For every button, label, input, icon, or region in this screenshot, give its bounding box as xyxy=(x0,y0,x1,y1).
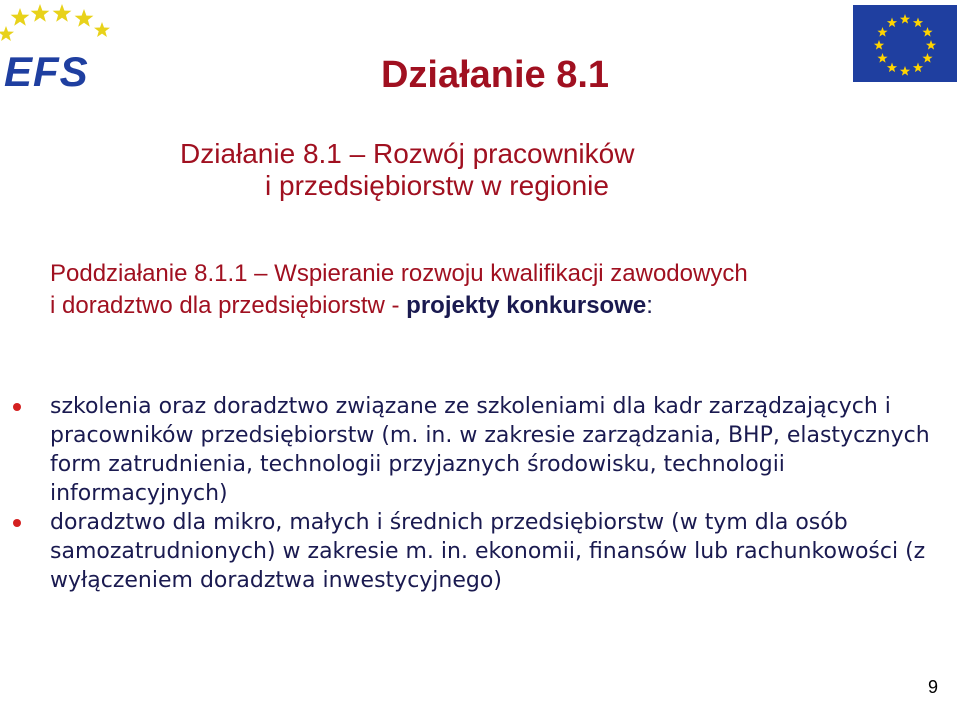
sub-action-line-2-prefix: i doradztwo dla przedsiębiorstw - xyxy=(50,292,407,319)
list-item-text: szkolenia oraz doradztwo związane ze szkoleniami dla kadr zarządzających i pracowników przedsiębiorstw (m. in. w zakresie zarządzania, BHP, elastycznych form zatrudnienia, technologii przyjaznych środowisku, technologii informacyjnych) xyxy=(50,394,930,506)
list-item-text: doradztwo dla mikro, małych i średnich przedsiębiorstw (w tym dla osób samozatrudnionych) w zakresie m. in. ekonomii, finansów lub rachunkowości (z wyłączeniem doradztwa inwestycyjnego) xyxy=(50,510,926,593)
efs-logo-text: EFS xyxy=(4,48,89,95)
action-subtitle xyxy=(180,138,634,202)
bullet-list xyxy=(50,392,930,595)
sub-action-project-type: projekty konkursowe xyxy=(406,292,647,319)
sub-action-colon: : xyxy=(646,292,653,319)
efs-stars xyxy=(0,4,110,41)
page-title: Działanie 8.1 xyxy=(380,54,610,96)
list-item xyxy=(50,392,930,508)
bullet-icon xyxy=(13,403,21,411)
bullet-icon xyxy=(13,519,21,527)
sub-action-heading xyxy=(50,258,950,322)
action-subtitle-line-2: i przedsiębiorstw w regionie xyxy=(265,170,609,201)
list-item xyxy=(50,508,930,595)
sub-action-line-1: Poddziałanie 8.1.1 – Wspieranie rozwoju kwalifikacji zawodowych xyxy=(50,260,748,287)
sub-action-line-2 xyxy=(50,290,950,322)
action-subtitle-line-1: Działanie 8.1 – Rozwój pracowników xyxy=(180,138,635,169)
page-number: 9 xyxy=(927,677,938,697)
